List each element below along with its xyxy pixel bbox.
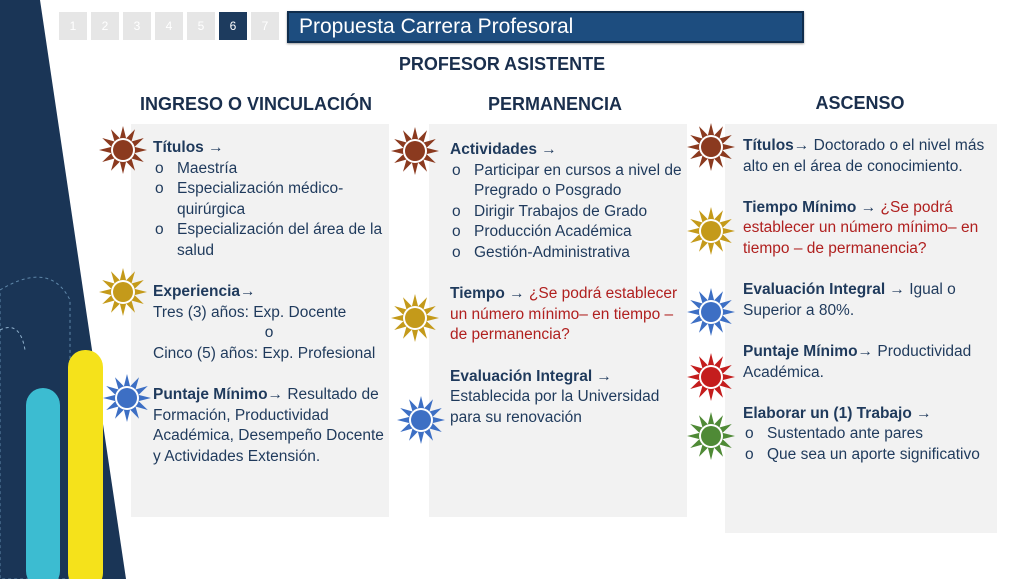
ascenso-puntaje-text: Productividad Académica. (743, 342, 972, 381)
ascenso-tiempo-label: Tiempo Mínimo → (743, 198, 877, 216)
step-5[interactable]: 5 (187, 12, 215, 40)
ingreso-content (153, 138, 385, 468)
step-4[interactable]: 4 (155, 12, 183, 40)
experiencia-line-2: Cinco (5) años: Exp. Profesional (153, 344, 376, 362)
sun-brown-icon (686, 122, 736, 172)
ascenso-content (743, 136, 991, 466)
title-bar (287, 11, 804, 43)
permanencia-evaluacion-label: Evaluación Integral → (450, 367, 612, 385)
ascenso-puntaje-label: Puntaje Mínimo→ (743, 342, 874, 360)
ingreso-puntaje-label: Puntaje Mínimo→ (153, 386, 284, 404)
ingreso-titulos-label: Títulos → (153, 139, 224, 156)
sun-green-icon (686, 411, 736, 461)
list-item: o Especialización del área de la salud (153, 220, 385, 261)
list-item: o Sustentado ante pares (743, 424, 991, 445)
permanencia-actividades-label: Actividades → (450, 141, 557, 158)
ascenso-trabajo-label: Elaborar un (1) Trabajo → (743, 404, 932, 422)
page-title: Propuesta Carrera Profesoral (299, 15, 574, 38)
permanencia-tiempo-text: ¿Se podrá establecer un número mínimo– en tiempo – de permanencia? (450, 285, 678, 344)
ingreso-title: INGRESO O VINCULACIÓN (139, 94, 372, 114)
sun-brown-icon (390, 126, 440, 176)
sun-gold-icon (98, 267, 148, 317)
sun-brown-icon (98, 125, 148, 175)
ingreso-puntaje-text: Resultado de Formación, Productividad Académica, Desempeño Docente y Actividades Extensión. (153, 386, 384, 465)
list-item: o Que sea un aporte significativo (743, 445, 991, 466)
ascenso-evaluacion-text: Igual o Superior a 80%. (743, 281, 956, 319)
experiencia-line-1: Tres (3) años: Exp. Docente (153, 303, 347, 321)
ascenso-title: ASCENSO (815, 93, 905, 113)
ascenso-tiempo-text: ¿Se podrá establecer un número mínimo– en tiempo – de permanencia? (743, 198, 979, 257)
sun-blue-icon (686, 287, 736, 337)
step-7[interactable]: 7 (251, 12, 279, 40)
list-item: o Participar en cursos a nivel de Pregrado o Posgrado (450, 161, 682, 202)
permanencia-tiempo-label: Tiempo → (450, 285, 525, 303)
step-1[interactable]: 1 (59, 12, 87, 40)
list-item: o Gestión-Administrativa (450, 243, 682, 264)
list-item: o Dirigir Trabajos de Grado (450, 202, 682, 223)
sun-blue-icon (102, 373, 152, 423)
permanencia-title: PERMANENCIA (487, 94, 622, 114)
list-item: o Especialización médico-quirúrgica (153, 179, 385, 220)
main-title: PROFESOR ASISTENTE (398, 54, 606, 74)
ascenso-evaluacion-label: Evaluación Integral → (743, 281, 905, 299)
experiencia-or: o (264, 324, 274, 342)
ascenso-titulos-label: Títulos→ (743, 137, 810, 154)
step-6-active[interactable]: 6 (219, 12, 247, 40)
sun-red-icon (686, 352, 736, 402)
permanencia-evaluacion-text: Establecida por la Universidad para su renovación (450, 388, 660, 426)
sun-gold-icon (390, 293, 440, 343)
step-3[interactable]: 3 (123, 12, 151, 40)
permanencia-content (450, 140, 682, 428)
list-item: o Producción Académica (450, 222, 682, 243)
sun-blue-icon (396, 395, 446, 445)
step-2[interactable]: 2 (91, 12, 119, 40)
ascenso-titulos-text: Doctorado o el nivel más alto en el área de conocimiento. (743, 137, 985, 175)
ingreso-experiencia-label: Experiencia→ (153, 283, 256, 301)
sun-gold-icon (686, 206, 736, 256)
step-navigation (59, 12, 279, 40)
list-item: o Maestría (153, 159, 385, 180)
